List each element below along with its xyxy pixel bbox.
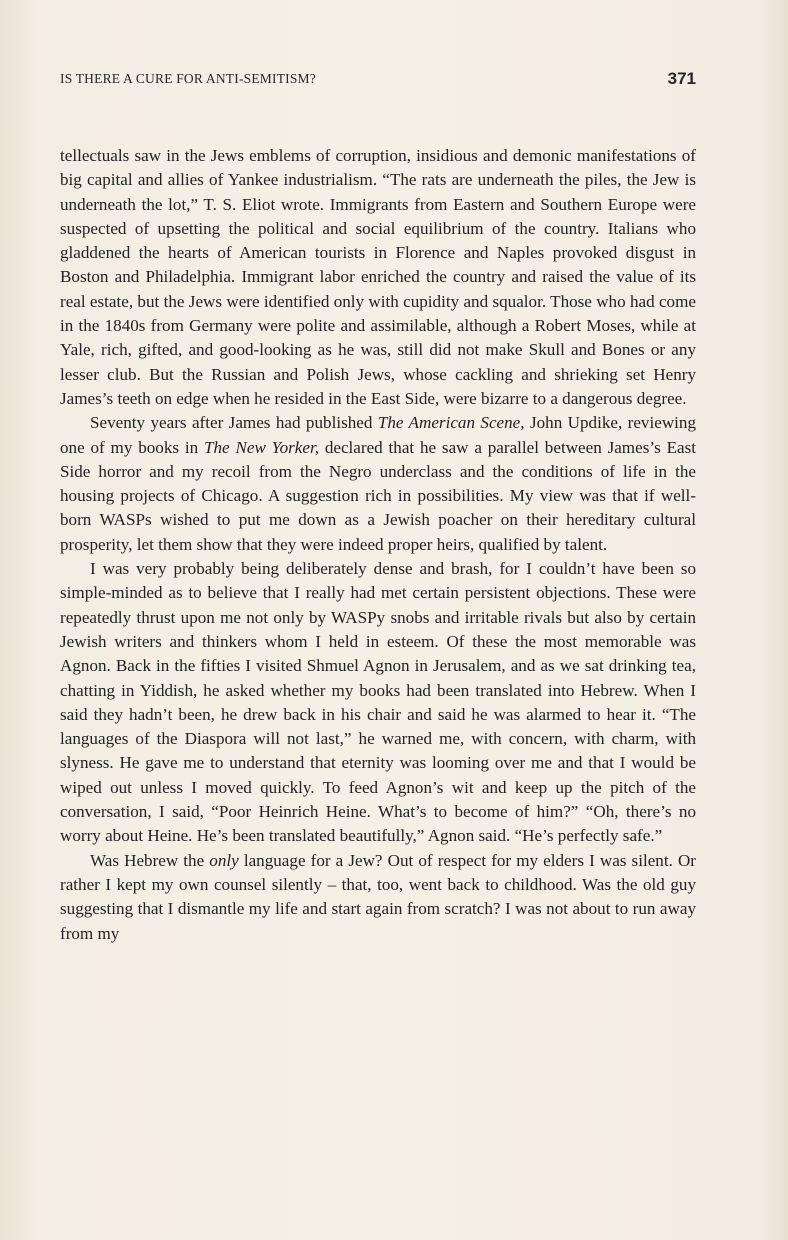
paragraph-4-text-end: language for a Jew? Out of respect for my elders I was silent. Or rather I kept my own counsel silently – that, too, went back to childhood. Was the old guy suggesting that I dismantle my life and start again from scratch? I was not about to run away from my	[60, 850, 696, 943]
page-number: 371	[667, 69, 696, 88]
paragraph-4	[60, 849, 696, 946]
running-head: IS THERE A CURE FOR ANTI-SEMITISM?	[60, 71, 316, 86]
paragraph-1: tellectuals saw in the Jews emblems of corruption, insidious and demonic manifestations of big capital and allies of Yankee industrialism. “The rats are underneath the piles, the Jew is underneath the lot,” T. S. Eliot wrote. Immigrants from Eastern and Southern Europe were suspected of upsetting the political and social equilibrium of the country. Italians who gladdened the hearts of American tourists in Florence and Naples provoked disgust in Boston and Philadelphia. Immigrant labor enriched the country and raised the value of its real estate, but the Jews were identified only with cupidity and squalor. Those who had come in the 1840s from Germany were polite and assimilable, although a Robert Moses, while at Yale, rich, gifted, and good-looking as he was, still did not make Skull and Bones or any lesser club. But the Russian and Polish Jews, whose cackling and shrieking set Henry James’s teeth on edge when he resided in the East Side, were bizarre to a dangerous degree.	[60, 146, 696, 408]
emphasis-only: only	[209, 850, 239, 870]
paragraph-2-text-middle: John Updike, reviewing one of my books in	[60, 413, 697, 457]
body-text	[60, 144, 696, 946]
page-header	[60, 71, 696, 93]
book-title-american-scene: The American Scene,	[377, 413, 525, 433]
paragraph-2-text-end: declared that he saw a parallel between James’s East Side horror and my recoil from the Negro underclass and the conditions of life in the housing projects of Chicago. A suggestion rich in possibilities. My view was that if well-born WASPs wished to put me down as a Jewish poacher on their hereditary cultural prosperity, let them show that they were indeed proper heirs, qualified by talent.	[60, 437, 696, 554]
paragraph-2-text-start: Seventy years after James had published	[90, 413, 378, 433]
magazine-title-new-yorker: The New Yorker,	[204, 437, 320, 457]
paragraph-2	[60, 411, 696, 557]
paragraph-4-text-start: Was Hebrew the	[90, 850, 210, 870]
paragraph-3: I was very probably being deliberately dense and brash, for I couldn’t have been so simple-minded as to believe that I really had met certain persistent objections. These were repeatedly thrust upon me not only by WASPy snobs and irritable rivals but also by certain Jewish writers and thinkers whom I held in esteem. Of these the most memorable was Agnon. Back in the fifties I visited Shmuel Agnon in Jerusalem, and as we sat drinking tea, chatting in Yiddish, he asked whether my books had been translated into Hebrew. When I said they hadn’t been, he drew back in his chair and said he was alarmed to hear it. “The languages of the Diaspora will not last,” he warned me, with concern, with charm, with slyness. He gave me to understand that eternity was looming over me and that I would be wiped out unless I moved quickly. To feed Agnon’s wit and keep up the pitch of the conversation, I said, “Poor Heinrich Heine. What’s to become of him?” “Oh, there’s no worry about Heine. He’s been translated beautifully,” Agnon said. “He’s perfectly safe.”	[60, 559, 696, 846]
